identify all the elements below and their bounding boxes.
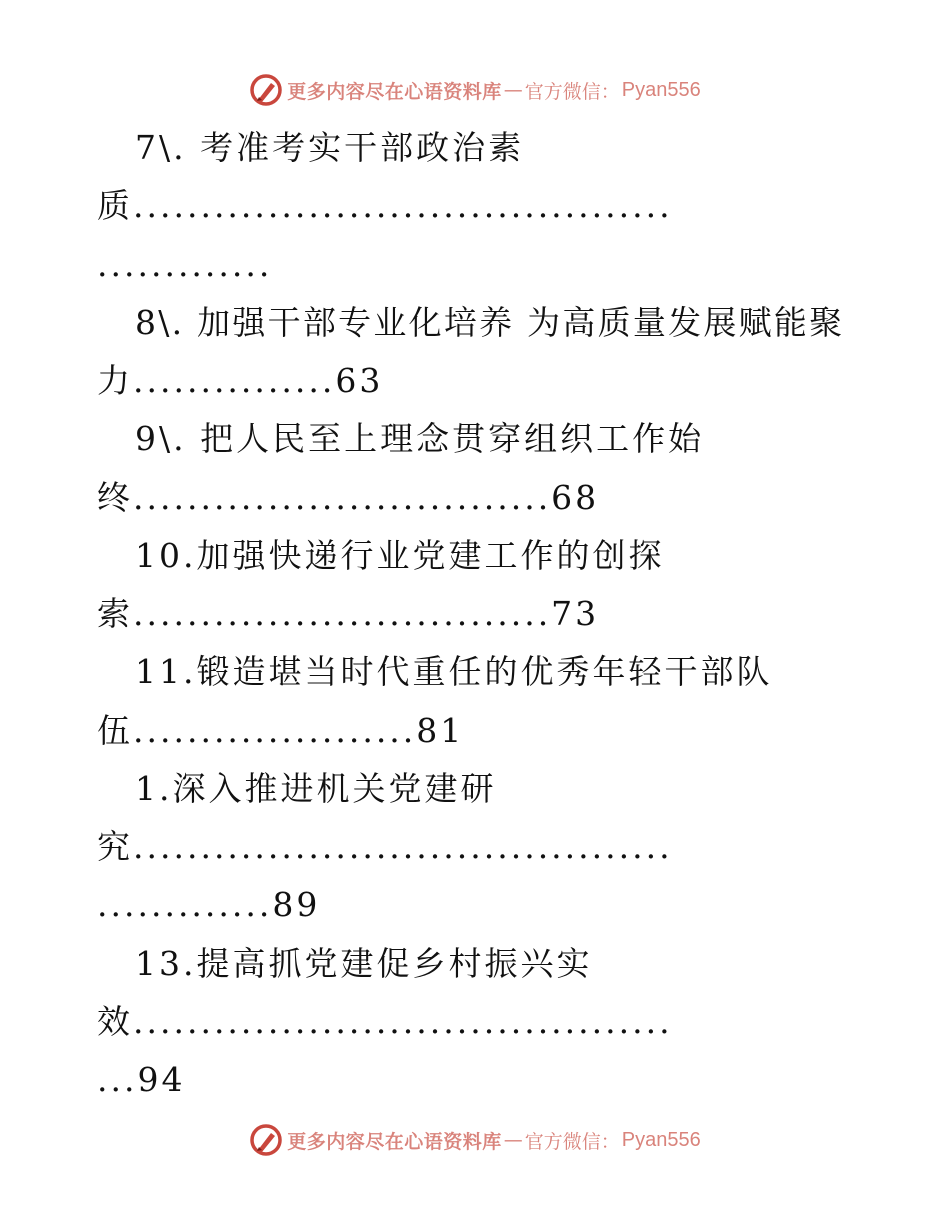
toc-entry-12-leader-cont: .............89 xyxy=(97,885,321,924)
toc-entry-10-title: 10.加强快递行业党建工作的创探 xyxy=(135,536,665,575)
toc-entry-10-leader: 索...............................73 xyxy=(97,594,600,633)
toc-entry-7-leader-cont: ............. xyxy=(97,245,273,284)
toc-entry-13-leader-cont: ...94 xyxy=(97,1060,186,1099)
watermark-text: 更多内容尽在心语资料库 xyxy=(287,1130,502,1153)
toc-entry-8-title: 8\. 加强干部专业化培养 为高质量发展赋能聚 xyxy=(135,303,845,342)
watermark-text: 更多内容尽在心语资料库 xyxy=(287,80,502,103)
footer-watermark xyxy=(0,1118,950,1162)
watermark-wechat-label: 官方微信： xyxy=(524,80,620,103)
toc-entry-9-leader: 终...............................68 xyxy=(97,478,600,517)
watermark-wechat-id: Pyan556 xyxy=(621,78,701,101)
header-watermark xyxy=(0,68,950,112)
toc-entry-13-leader: 效........................................ xyxy=(97,1002,673,1041)
watermark-wechat-id: Pyan556 xyxy=(621,1128,701,1151)
toc-entry-11-title: 11.锻造堪当时代重任的优秀年轻干部队 xyxy=(135,652,773,691)
toc-entry-7-leader: 质........................................ xyxy=(97,186,673,225)
pen-logo-icon xyxy=(249,1123,283,1157)
toc-entry-11-leader: 伍.....................81 xyxy=(97,711,465,750)
watermark-wechat-label: 官方微信： xyxy=(524,1130,620,1153)
toc-entry-12-leader: 究........................................ xyxy=(97,827,673,866)
toc-entry-12-title: 1.深入推进机关党建研 xyxy=(135,769,497,808)
toc-entry-13-title: 13.提高抓党建促乡村振兴实 xyxy=(135,944,593,983)
toc-entry-9-title: 9\. 把人民至上理念贯穿组织工作始 xyxy=(135,419,705,458)
pen-logo-icon xyxy=(249,73,283,107)
toc-entry-7-title: 7\. 考准考实干部政治素 xyxy=(135,128,525,167)
watermark-separator: — xyxy=(503,1129,523,1151)
toc-entry-8-leader: 力...............63 xyxy=(97,361,384,400)
watermark-separator: — xyxy=(503,79,523,101)
